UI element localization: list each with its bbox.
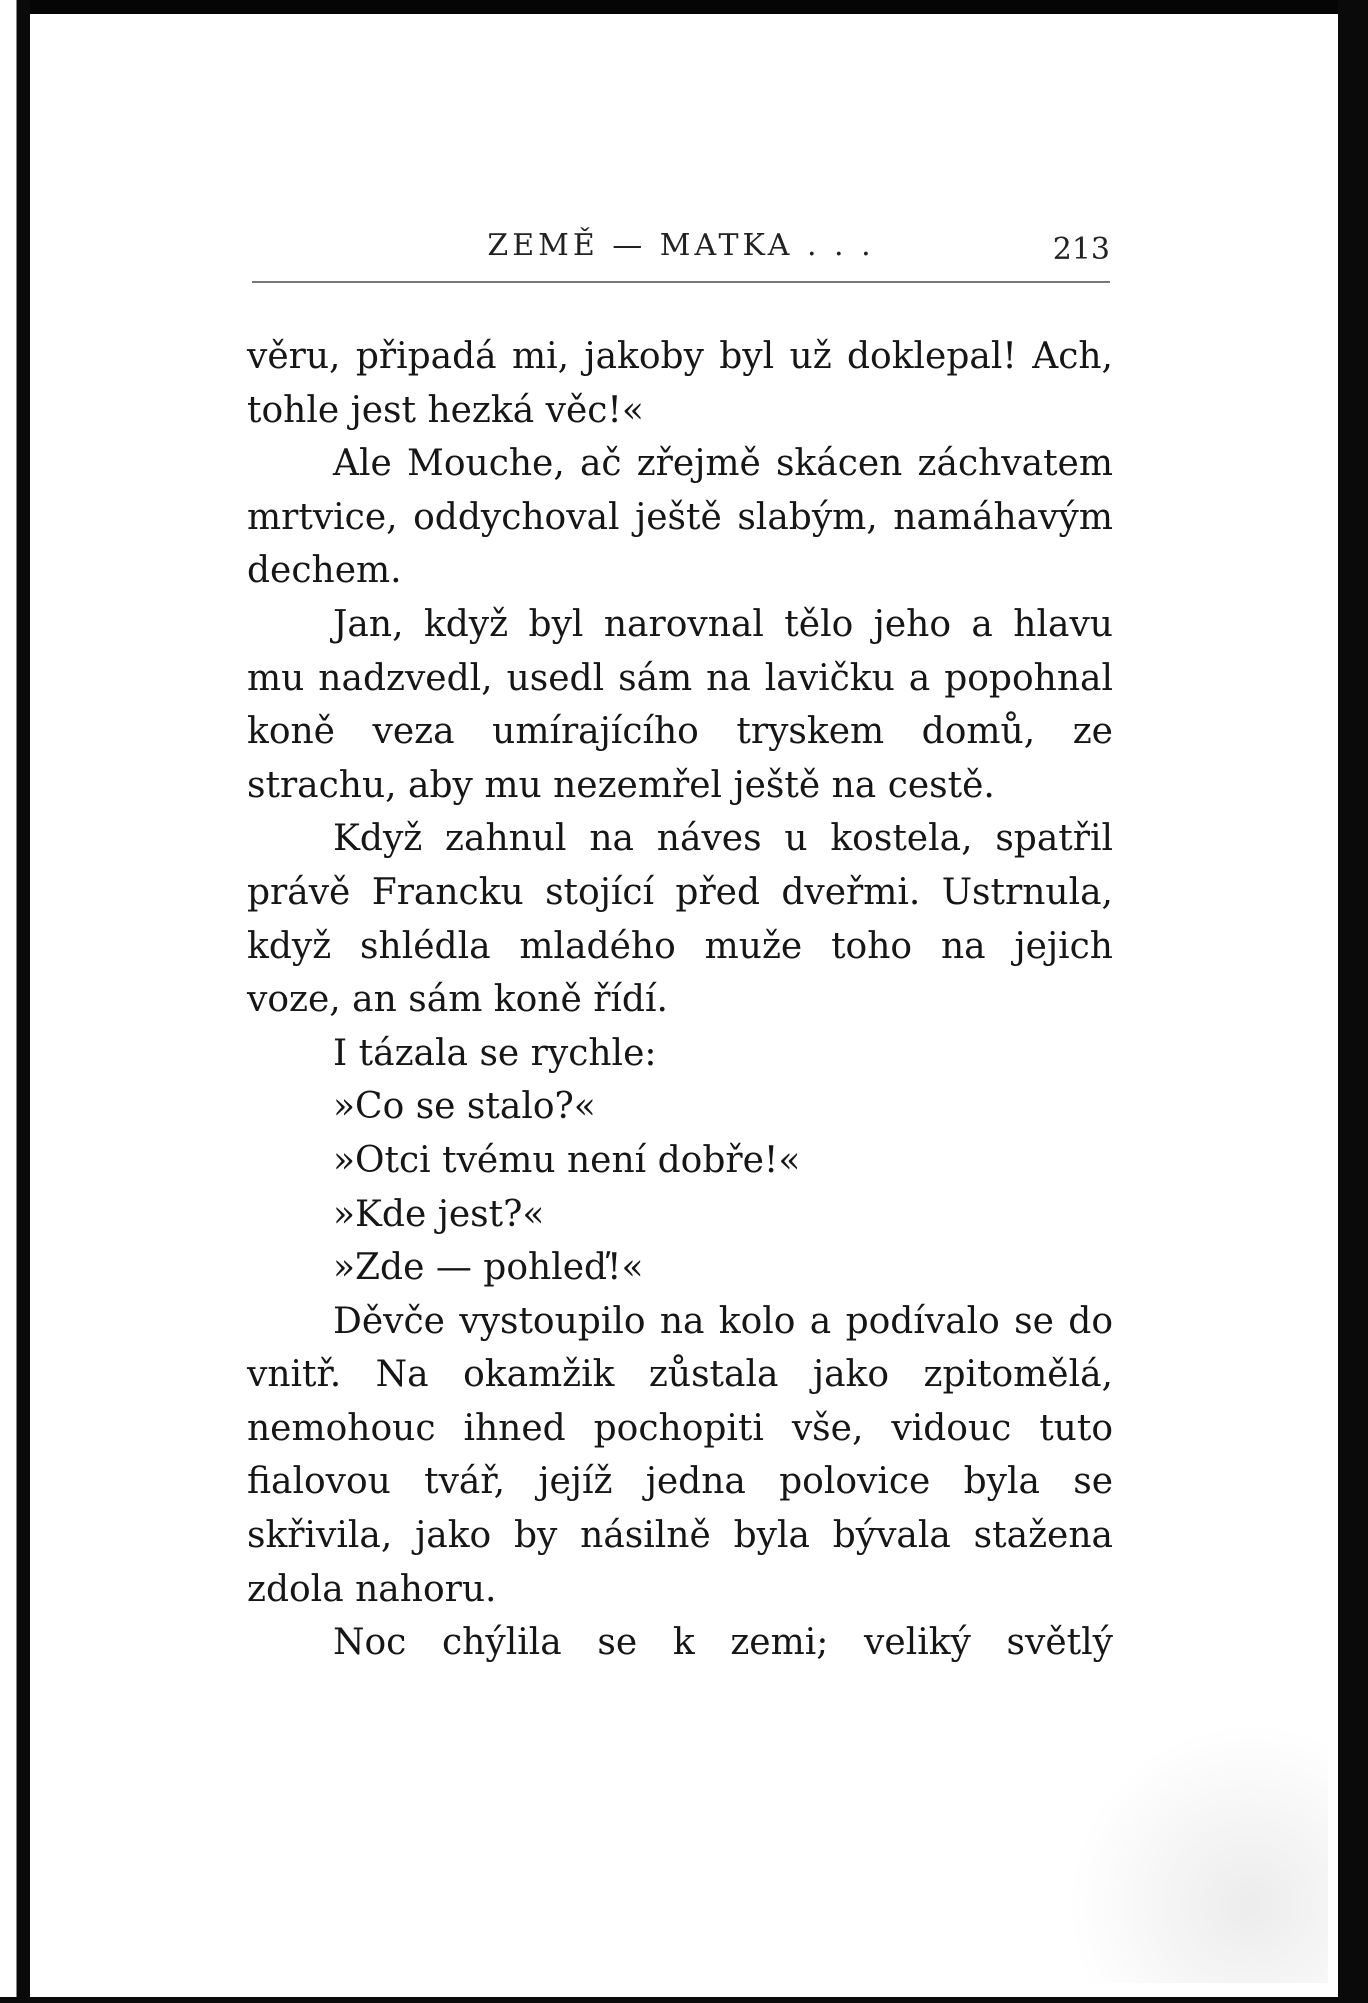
dialogue-line: »Otci tvému není dobře!« (333, 1139, 801, 1181)
paragraph: Jan, když byl narovnal tělo jeho a hlavu mu nadzvedl, usedl sám na lavičku a popohnal koně veza umírajícího tryskem domů, ze strachu, aby mu nezemřel ještě na cestě. (247, 603, 1113, 806)
dialogue-line: »Kde jest?« (333, 1193, 545, 1235)
page-number: 213 (1052, 232, 1110, 267)
running-header (252, 228, 1110, 272)
scan-border-left (0, 0, 30, 2003)
dialogue-line: »Zde — pohleď!« (333, 1247, 644, 1289)
paper-stain (1068, 1723, 1328, 1983)
scan-border-right (1338, 0, 1368, 2003)
scan-border-bottom (0, 1997, 1368, 2003)
paragraph: věru, připadá mi, jakoby byl už doklepal! Ach, tohle jest hezká věc!« (247, 336, 1113, 431)
paragraph: Když zahnul na náves u kostela, spatřil právě Francku stojící před dveřmi. Ustrnula, když shlédla mladého muže toho na jejich voze, an sám koně řídí. (247, 818, 1113, 1021)
scan-border-top (0, 0, 1368, 14)
running-title: ZEMĚ — MATKA . . . (487, 228, 875, 263)
paragraph: Děvče vystoupilo na kolo a podívalo se do vnitř. Na okamžik zůstala jako zpitomělá, nemohouc ihned pochopiti vše, vidouc tuto fialovou tvář, jejíž jedna polovice byla se skřivila, jako by násilně byla bývala stažena zdola nahoru. (247, 1300, 1113, 1610)
paragraph: I tázala se rychle: (333, 1032, 657, 1074)
body-text (247, 330, 1113, 1670)
paragraph: Ale Mouche, ač zřejmě skácen záchvatem mrtvice, oddychoval ještě slabým, namáhavým dechem. (247, 443, 1113, 592)
dialogue-line: »Co se stalo?« (333, 1086, 596, 1128)
paragraph: Noc chýlila se k zemi; veliký světlý (333, 1622, 1113, 1664)
header-rule (252, 281, 1110, 283)
